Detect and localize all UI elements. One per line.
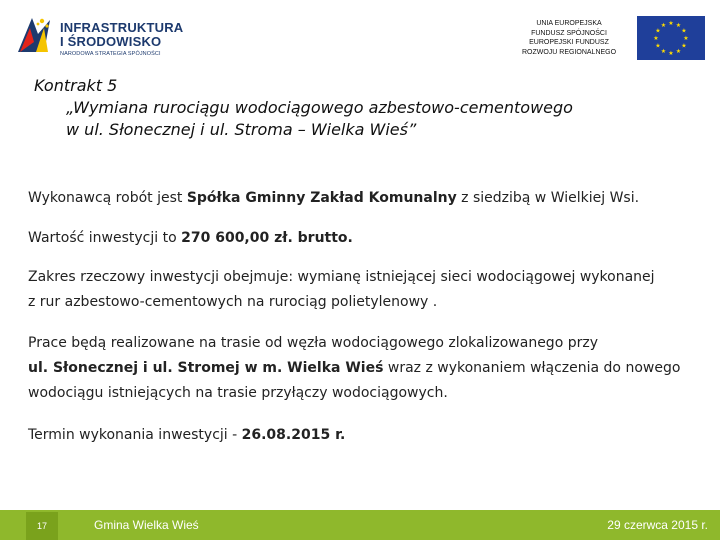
svg-text:★: ★ bbox=[683, 35, 689, 42]
page-number: 17 bbox=[36, 521, 47, 531]
svg-text:★: ★ bbox=[653, 35, 659, 42]
logo-subtitle: NARODOWA STRATEGIA SPÓJNOŚCI bbox=[60, 51, 161, 57]
deadline-paragraph: Termin wykonania inwestycji - 26.08.2015 r. bbox=[28, 427, 346, 443]
svg-text:★: ★ bbox=[675, 48, 682, 55]
eu-text-line1: UNIA EUROPEJSKA bbox=[536, 20, 602, 27]
contractor-name: Spółka Gminny Zakład Komunalny bbox=[186, 190, 457, 206]
svg-text:★: ★ bbox=[681, 42, 687, 50]
contract-title bbox=[34, 75, 573, 141]
contractor-paragraph: Wykonawcą robót jest Spółka Gminny Zakład Komunalny z siedzibą w Wielkiej Wsi. bbox=[28, 190, 640, 206]
route-line1: Prace będą realizowane na trasie od węzła wodociągowego zlokalizowanego przy bbox=[28, 335, 598, 351]
investment-value-paragraph: Wartość inwestycji to 270 600,00 zł. brutto. bbox=[28, 230, 353, 246]
route-line3: wodociągu istniejących na trasie przyłączy wodociągowych. bbox=[28, 385, 448, 401]
title-line3: w ul. Słonecznej i ul. Stroma – Wielka Wieś” bbox=[66, 120, 417, 139]
eu-text-line2: FUNDUSZ SPÓJNOŚCI bbox=[531, 29, 607, 37]
svg-text:★: ★ bbox=[660, 22, 667, 29]
route-line2: ul. Słonecznej i ul. Stromej w m. Wielka Wieś wraz z wykonaniem włączenia do nowego bbox=[28, 360, 681, 376]
eu-text-line4: ROZWOJU REGIONALNEGO bbox=[521, 48, 617, 56]
route-streets: ul. Słonecznej i ul. Stromej w m. Wielka Wieś bbox=[28, 360, 384, 376]
deadline-date: 26.08.2015 r. bbox=[241, 427, 346, 443]
svg-text:★: ★ bbox=[668, 20, 674, 27]
scope-line1: Zakres rzeczowy inwestycji obejmuje: wymianę istniejącej sieci wodociągowej wykonanej bbox=[28, 269, 655, 285]
nss-logo-icon bbox=[14, 12, 54, 58]
footer-organization: Gmina Wielka Wieś bbox=[94, 518, 199, 532]
investment-value: 270 600,00 zł. brutto. bbox=[181, 230, 353, 246]
infrastruktura-logo bbox=[14, 10, 184, 62]
svg-text:★: ★ bbox=[655, 42, 661, 50]
svg-text:★: ★ bbox=[675, 22, 682, 29]
logo-title-line1: INFRASTRUKTURA bbox=[60, 20, 184, 35]
route-paragraph bbox=[28, 331, 708, 406]
footer-date: 29 czerwca 2015 r. bbox=[607, 518, 708, 532]
logo-title-line2: I ŚRODOWISKO bbox=[60, 34, 162, 49]
eu-funding-text bbox=[509, 19, 629, 57]
eu-flag-icon bbox=[637, 16, 705, 60]
scope-line2: z rur azbestowo-cementowych na rurociąg polietylenowy . bbox=[28, 294, 438, 310]
title-line2: „Wymiana rurociągu wodociągowego azbestowo-cementowego bbox=[66, 98, 573, 117]
title-line1: Kontrakt 5 bbox=[34, 76, 118, 95]
svg-text:★: ★ bbox=[660, 48, 667, 55]
svg-text:★: ★ bbox=[668, 50, 674, 57]
svg-text:★: ★ bbox=[655, 27, 661, 35]
eu-text-line3: EUROPEJSKI FUNDUSZ bbox=[529, 39, 609, 46]
svg-text:★: ★ bbox=[681, 27, 687, 35]
scope-paragraph bbox=[28, 265, 708, 315]
